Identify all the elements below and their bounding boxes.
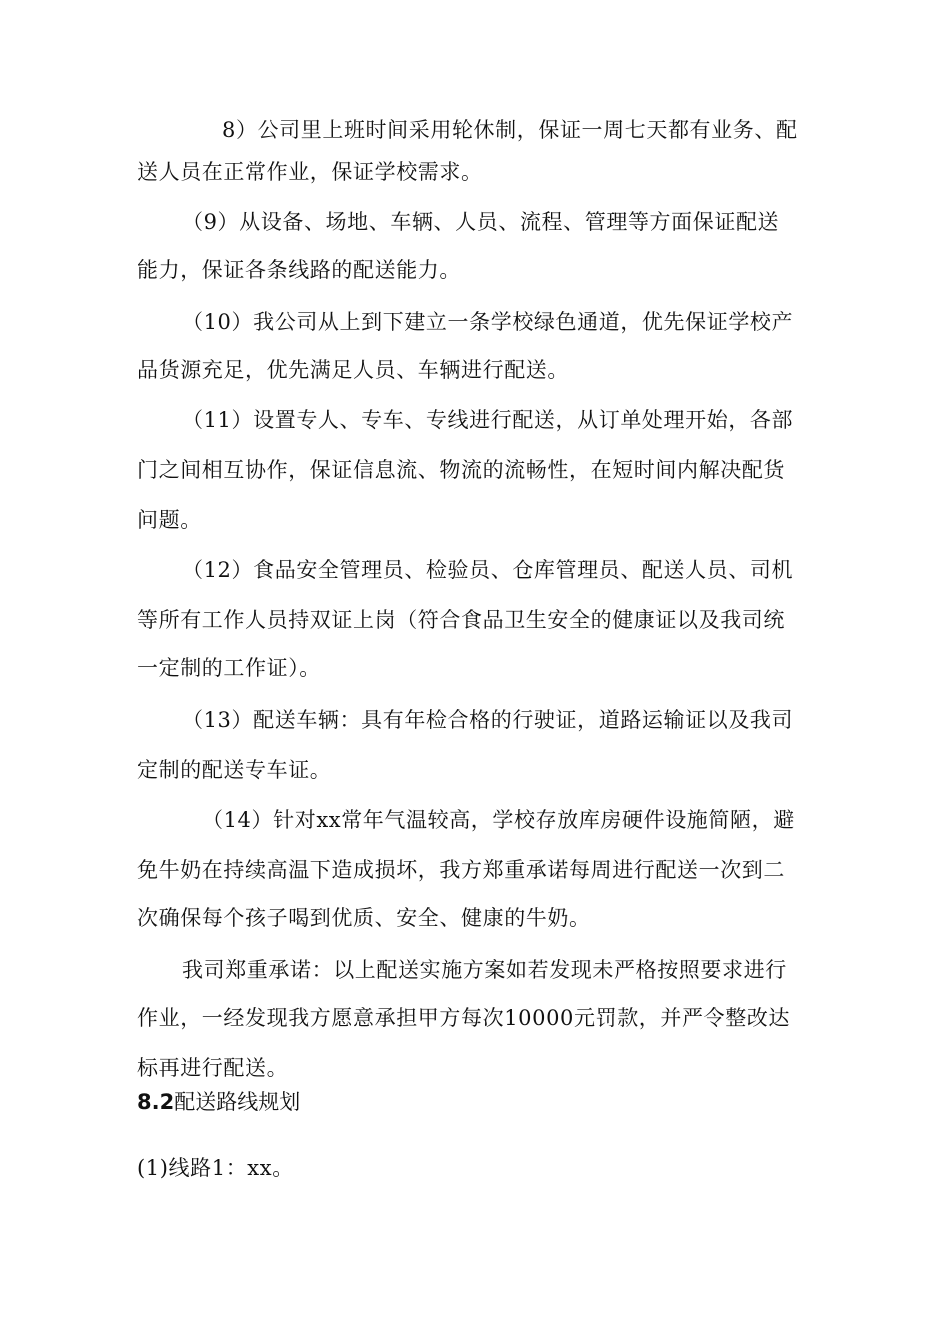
section-heading xyxy=(137,1088,300,1116)
paragraph-10-line-2: 品货源充足，优先满足人员、车辆进行配送。 xyxy=(137,358,569,382)
commitment-line-3: 标再进行配送。 xyxy=(137,1056,289,1080)
paragraph-9-line-1: （9）从设备、场地、车辆、人员、流程、管理等方面保证配送 xyxy=(182,210,780,234)
paragraph-8-line-1: 8）公司里上班时间采用轮休制，保证一周七天都有业务、配 xyxy=(222,118,798,142)
paragraph-9-line-2: 能力，保证各条线路的配送能力。 xyxy=(137,258,461,282)
commitment-line-1: 我司郑重承诺：以上配送实施方案如若发现未严格按照要求进行 xyxy=(182,958,787,982)
paragraph-10-line-1: （10）我公司从上到下建立一条学校绿色通道，优先保证学校产 xyxy=(182,310,794,334)
paragraph-14-line-2: 免牛奶在持续高温下造成损坏，我方郑重承诺每周进行配送一次到二 xyxy=(137,858,785,882)
paragraph-14-line-3: 次确保每个孩子喝到优质、安全、健康的牛奶。 xyxy=(137,906,591,930)
paragraph-14-line-1: （14）针对xx常年气温较高，学校存放库房硬件设施简陋，避 xyxy=(202,808,795,832)
paragraph-11-line-2: 门之间相互协作，保证信息流、物流的流畅性，在短时间内解决配货 xyxy=(137,458,785,482)
paragraph-11-line-1: （11）设置专人、专车、专线进行配送，从订单处理开始，各部 xyxy=(182,408,794,432)
paragraph-11-line-3: 问题。 xyxy=(137,508,202,532)
paragraph-13-line-2: 定制的配送专车证。 xyxy=(137,758,332,782)
paragraph-12-line-1: （12）食品安全管理员、检验员、仓库管理员、配送人员、司机 xyxy=(182,558,794,582)
paragraph-12-line-3: 一定制的工作证）。 xyxy=(137,656,321,680)
paragraph-12-line-2: 等所有工作人员持双证上岗（符合食品卫生安全的健康证以及我司统 xyxy=(137,608,785,632)
paragraph-13-line-1: （13）配送车辆：具有年检合格的行驶证，道路运输证以及我司 xyxy=(182,708,794,732)
paragraph-8-line-2: 送人员在正常作业，保证学校需求。 xyxy=(137,160,483,184)
route-item: (1)线路1：xx。 xyxy=(137,1156,294,1180)
section-title: 配送路线规划 xyxy=(174,1090,301,1114)
commitment-line-2: 作业，一经发现我方愿意承担甲方每次10000元罚款，并严令整改达 xyxy=(137,1006,791,1030)
section-number: 8.2 xyxy=(137,1090,175,1114)
